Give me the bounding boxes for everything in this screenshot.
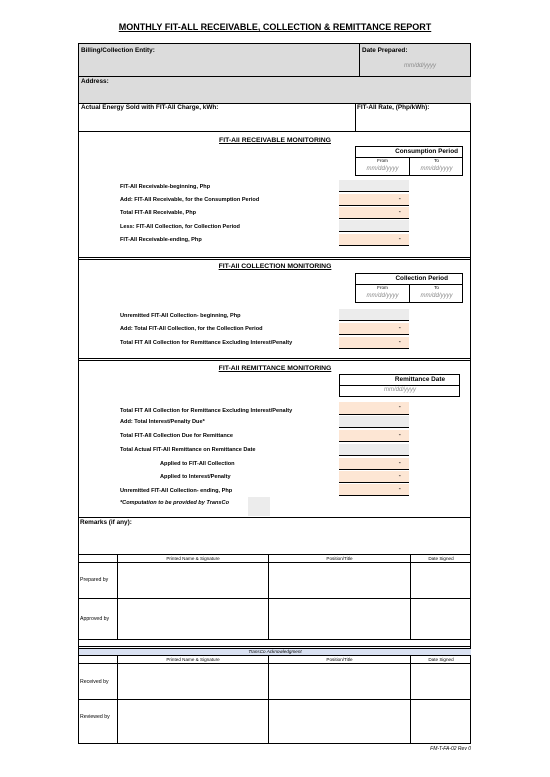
consumption-period-title: Consumption Period bbox=[395, 148, 458, 155]
remittance-row-value[interactable]: - bbox=[339, 471, 409, 483]
approved-by-label: Approved by bbox=[80, 616, 110, 622]
divider bbox=[355, 103, 356, 131]
address-field[interactable] bbox=[79, 77, 471, 103]
consumption-period-box bbox=[355, 146, 463, 176]
remittance-row-label: Total FIT All Collection for Remittance Excluding Interest/Penalty bbox=[120, 408, 293, 414]
collection-row-value[interactable]: - bbox=[339, 337, 409, 349]
energy-sold-label: Actual Energy Sold with FIT-All Charge, kWh: bbox=[81, 104, 219, 111]
col-position-title: Position/Title bbox=[326, 657, 353, 662]
divider bbox=[79, 517, 471, 518]
date-prepared-label: Date Prepared: bbox=[362, 47, 408, 54]
remittance-row-label: Add: Total Interest/Penalty Due* bbox=[120, 419, 205, 425]
receivable-row-label: FIT-All Receivable-beginning, Php bbox=[120, 184, 211, 190]
to-date-value[interactable]: mm/dd/yyyy bbox=[420, 293, 453, 299]
date-prepared-value: mm/dd/yyyy bbox=[403, 63, 436, 69]
collection-row-label: Total FIT All Collection for Remittance Excluding Interest/Penalty bbox=[120, 340, 293, 346]
receivable-row-label: Add: FIT-All Receivable, for the Consumption Period bbox=[120, 197, 260, 203]
divider bbox=[79, 259, 471, 260]
col-position-title: Position/Title bbox=[326, 556, 353, 561]
receivable-row-label: Less: FIT-All Collection, for Collection Period bbox=[120, 224, 240, 230]
remittance-row-value[interactable] bbox=[339, 444, 409, 456]
collection-row-label: Unremitted FIT-All Collection- beginning, Php bbox=[120, 313, 241, 319]
receivable-row-value[interactable]: - bbox=[339, 194, 409, 206]
divider bbox=[79, 699, 471, 700]
divider bbox=[79, 562, 471, 563]
remittance-date-value[interactable]: mm/dd/yyyy bbox=[383, 387, 416, 393]
divider bbox=[410, 555, 411, 639]
receivable-row-label: FIT-All Receivable-ending, Php bbox=[120, 237, 202, 243]
collection-row-label: Add: Total FIT-All Collection, for the Collection Period bbox=[120, 326, 263, 332]
divider bbox=[117, 656, 118, 744]
divider bbox=[268, 656, 269, 744]
page-title: MONTHLY FIT-ALL RECEIVABLE, COLLECTION & REMITTANCE REPORT bbox=[118, 22, 432, 32]
collection-row-value[interactable] bbox=[339, 309, 409, 321]
remittance-date-title: Remittance Date bbox=[394, 376, 445, 383]
fit-all-rate-label: FIT-All Rate, (Php/kWh): bbox=[357, 104, 430, 111]
remittance-row-label: Applied to Interest/Penalty bbox=[160, 474, 231, 480]
remittance-row-label: Unremitted FIT-All Collection- ending, Php bbox=[120, 488, 233, 494]
prepared-by-label: Prepared by bbox=[80, 577, 109, 583]
divider bbox=[79, 257, 471, 258]
address-label: Address: bbox=[81, 78, 109, 85]
receivable-row-label: Total FIT-All Receivable, Php bbox=[120, 210, 197, 216]
divider bbox=[117, 555, 118, 639]
from-label: From bbox=[377, 158, 388, 163]
receivable-section-title: FIT-All RECEIVABLE MONITORING bbox=[219, 137, 331, 144]
transco-title: TransCo Acknowledgment bbox=[248, 649, 302, 654]
divider bbox=[340, 385, 459, 386]
col-date-signed: Date Signed bbox=[428, 657, 454, 662]
divider bbox=[268, 555, 269, 639]
receivable-row-value[interactable] bbox=[339, 180, 409, 192]
col-date-signed: Date Signed bbox=[428, 556, 454, 561]
remittance-date-box bbox=[339, 374, 460, 397]
divider bbox=[359, 44, 360, 76]
to-label: To bbox=[434, 158, 439, 163]
remarks-label: Remarks (if any): bbox=[80, 519, 132, 526]
remittance-row-value[interactable]: - bbox=[339, 458, 409, 470]
collection-row-value[interactable]: - bbox=[339, 323, 409, 335]
billing-entity-label: Billing/Collection Entity: bbox=[81, 47, 155, 54]
reviewed-by-label: Reviewed by bbox=[80, 714, 110, 720]
computation-note: *Computation to be provided by TransCo bbox=[120, 500, 229, 506]
col-printed-name: Printed Name & Signature bbox=[166, 556, 220, 561]
note-shade bbox=[248, 497, 270, 516]
receivable-row-value[interactable]: - bbox=[339, 207, 409, 219]
collection-period-title: Collection Period bbox=[395, 275, 448, 282]
col-printed-name: Printed Name & Signature bbox=[166, 657, 220, 662]
remittance-row-label: Total FIT-All Collection Due for Remittance bbox=[120, 433, 234, 439]
collection-section-title: FIT-All COLLECTION MONITORING bbox=[218, 263, 332, 270]
from-date-value[interactable]: mm/dd/yyyy bbox=[366, 293, 399, 299]
collection-period-box bbox=[355, 273, 463, 303]
divider bbox=[79, 663, 471, 664]
remittance-row-value[interactable] bbox=[339, 416, 409, 428]
divider bbox=[79, 554, 471, 555]
form-code: FM-T-FA-02 Rev 0 bbox=[430, 746, 471, 752]
from-label: From bbox=[377, 285, 388, 290]
from-date-value[interactable]: mm/dd/yyyy bbox=[366, 166, 399, 172]
divider bbox=[79, 358, 471, 359]
to-label: To bbox=[434, 285, 439, 290]
receivable-row-value[interactable] bbox=[339, 220, 409, 232]
to-date-value[interactable]: mm/dd/yyyy bbox=[420, 166, 453, 172]
received-by-label: Received by bbox=[80, 679, 109, 685]
remittance-row-value[interactable]: - bbox=[339, 430, 409, 442]
divider bbox=[79, 131, 471, 132]
remittance-row-value[interactable]: - bbox=[339, 402, 409, 415]
divider bbox=[79, 646, 471, 647]
remittance-section-title: FIT-All REMITTANCE MONITORING bbox=[218, 365, 332, 372]
divider bbox=[79, 598, 471, 599]
receivable-row-value[interactable]: - bbox=[339, 234, 409, 246]
divider bbox=[79, 639, 471, 640]
divider bbox=[79, 360, 471, 361]
remittance-row-label: Applied to FIT-All Collection bbox=[160, 461, 235, 467]
remittance-row-value[interactable]: - bbox=[339, 484, 409, 496]
divider bbox=[410, 656, 411, 744]
remittance-row-label: Total Actual FIT-All Remittance on Remittance Date bbox=[120, 447, 256, 453]
